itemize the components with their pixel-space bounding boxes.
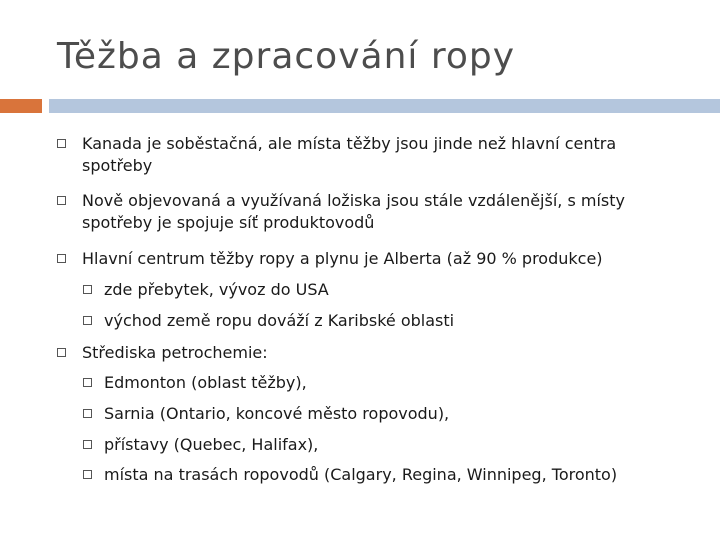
- bullet-item: [82, 342, 268, 364]
- bullet-text-line: spotřeby: [82, 156, 153, 175]
- sub-bullet-item: [104, 434, 318, 456]
- sub-bullet-item: [104, 403, 449, 425]
- bullet-text-line: místa na trasách ropovodů (Calgary, Regina, Winnipeg, Toronto): [104, 465, 618, 484]
- bullet-text-line: Sarnia (Ontario, koncové město ropovodu),: [104, 404, 450, 423]
- bullet-text-line: východ země ropu dováží z Karibské oblasti: [104, 311, 455, 330]
- bullet-text-line: zde přebytek, vývoz do USA: [104, 280, 329, 299]
- bullet-text-line: Nově objevovaná a využívaná ložiska jsou stále vzdálenější, s místy: [82, 191, 625, 210]
- bullet-square-icon: [83, 285, 92, 294]
- bullet-square-icon: [57, 196, 66, 205]
- bullet-item: [82, 190, 625, 234]
- bullet-square-icon: [83, 409, 92, 418]
- sub-bullet-item: [104, 372, 307, 394]
- slide-title: Těžba a zpracování ropy: [57, 36, 516, 77]
- bullet-square-icon: [83, 440, 92, 449]
- bullet-square-icon: [83, 470, 92, 479]
- sub-bullet-item: [104, 464, 617, 486]
- bullet-square-icon: [83, 316, 92, 325]
- sub-bullet-item: [104, 279, 329, 301]
- bullet-item: [82, 248, 603, 270]
- sub-bullet-item: [104, 310, 454, 332]
- bullet-square-icon: [57, 348, 66, 357]
- bullet-text-line: Střediska petrochemie:: [82, 343, 268, 362]
- bullet-text-line: Kanada je soběstačná, ale místa těžby jsou jinde než hlavní centra: [82, 134, 617, 153]
- bullet-square-icon: [57, 139, 66, 148]
- bullet-square-icon: [57, 254, 66, 263]
- bullet-text-line: spotřeby je spojuje síť produktovodů: [82, 213, 375, 232]
- bullet-text-line: Hlavní centrum těžby ropy a plynu je Alberta (až 90 % produkce): [82, 249, 603, 268]
- bullet-square-icon: [83, 378, 92, 387]
- bullet-text-line: přístavy (Quebec, Halifax),: [104, 435, 319, 454]
- bullet-item: [82, 133, 616, 177]
- bullet-text-line: Edmonton (oblast těžby),: [104, 373, 307, 392]
